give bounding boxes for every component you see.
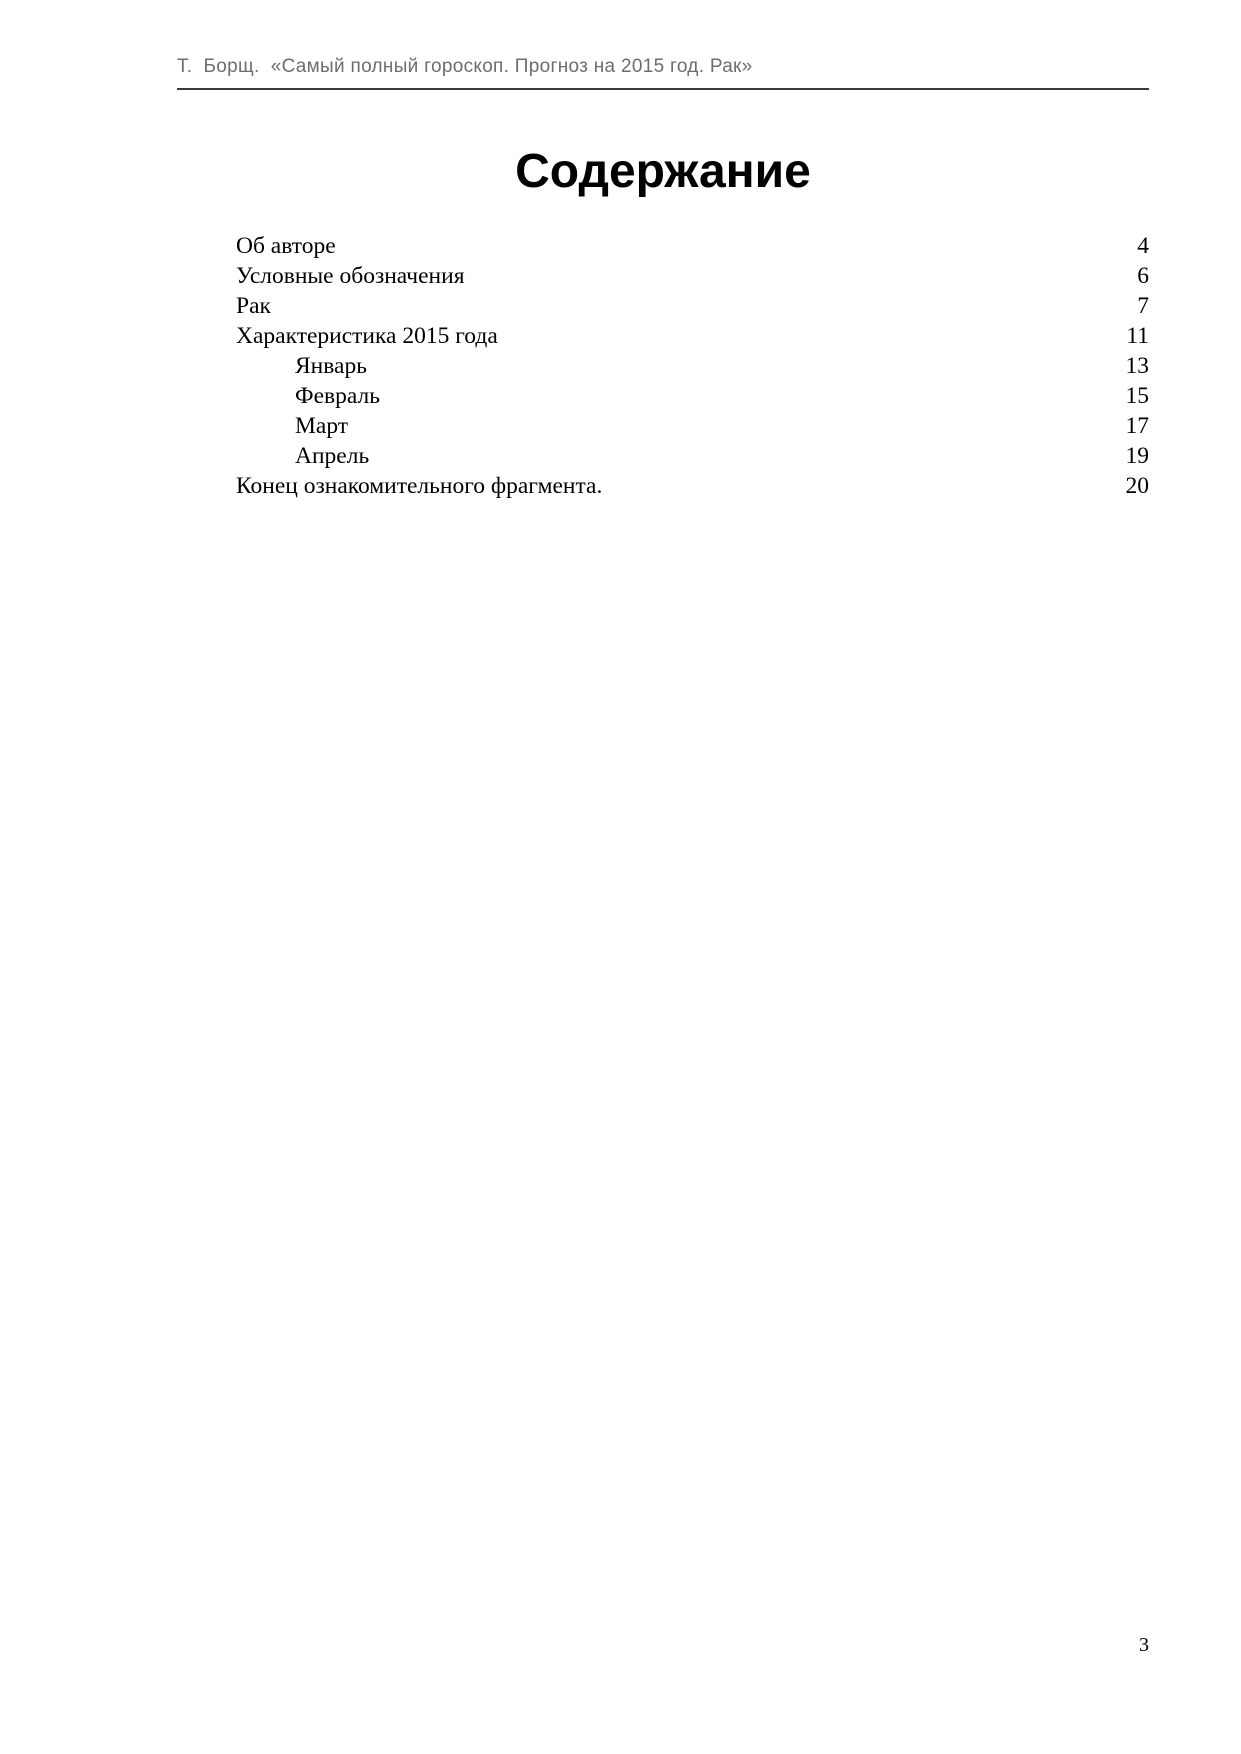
toc-entry-label: Характеристика 2015 года: [236, 323, 498, 349]
page-number: 3: [1139, 1634, 1149, 1656]
toc-entry-january[interactable]: [236, 351, 1149, 381]
running-header: Т. Борщ. «Самый полный гороскоп. Прогноз на 2015 год. Рак»: [177, 56, 753, 77]
toc-entry-page: 4: [1137, 233, 1149, 259]
toc-entry-label: Условные обозначения: [236, 263, 465, 289]
toc-entry-label: Март: [295, 413, 349, 439]
toc-entry-february[interactable]: [236, 381, 1149, 411]
toc-entry-cancer[interactable]: [236, 291, 1149, 321]
toc-entry-page: 11: [1126, 323, 1149, 349]
toc-entry-april[interactable]: [236, 441, 1149, 471]
toc-entry-march[interactable]: [236, 411, 1149, 441]
toc-entry-end-of-excerpt[interactable]: [236, 471, 1149, 501]
toc-entry-page: 19: [1125, 443, 1149, 469]
toc-entry-label: Конец ознакомительного фрагмента.: [236, 473, 603, 499]
toc-entry-year-characteristics[interactable]: [236, 321, 1149, 351]
toc-entry-label: Январь: [295, 353, 367, 379]
toc-entry-label: Февраль: [295, 383, 380, 409]
table-of-contents: [236, 231, 1149, 501]
toc-entry-label: Апрель: [295, 443, 370, 469]
toc-entry-label: Об авторе: [236, 233, 336, 259]
toc-entry-label: Рак: [236, 293, 271, 319]
header-divider: [177, 88, 1149, 90]
toc-entry-about-author[interactable]: [236, 231, 1149, 261]
toc-entry-page: 17: [1125, 413, 1149, 439]
toc-entry-page: 7: [1137, 293, 1149, 319]
toc-entry-page: 15: [1125, 383, 1149, 409]
toc-entry-page: 20: [1125, 473, 1149, 499]
toc-entry-legend[interactable]: [236, 261, 1149, 291]
toc-title: Содержание: [515, 145, 811, 198]
toc-entry-page: 6: [1137, 263, 1149, 289]
toc-entry-page: 13: [1125, 353, 1149, 379]
